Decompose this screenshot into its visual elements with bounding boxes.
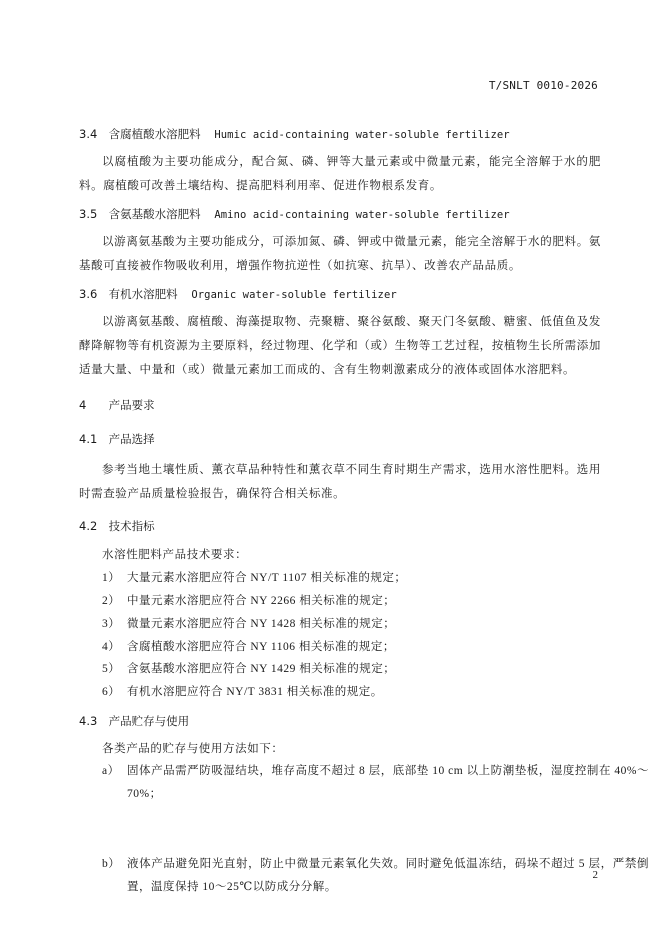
list-marker: b） — [102, 858, 121, 870]
section-heading-4-1 — [79, 431, 601, 447]
section-number: 3.6 — [79, 287, 98, 301]
section-title-en: Amino acid-containing water-soluble fertilizer — [214, 209, 510, 221]
section-number: 3.4 — [79, 127, 98, 141]
storage-item-a — [79, 760, 649, 806]
storage-item-b — [79, 853, 649, 899]
list-marker: 2） — [102, 595, 121, 607]
list-item — [79, 593, 624, 609]
section-heading-3-6 — [79, 286, 601, 303]
section-title: 产品要求 — [108, 398, 155, 412]
list-item — [79, 661, 624, 677]
section-title: 产品贮存与使用 — [108, 714, 190, 728]
section-heading-3-4 — [79, 126, 601, 143]
section-title-en: Organic water-soluble fertilizer — [191, 289, 397, 301]
section-heading-4-2 — [79, 518, 601, 534]
page-number: 2 — [592, 869, 598, 881]
list-item — [79, 570, 624, 586]
list-marker: 3） — [102, 618, 121, 630]
section-heading-4-3 — [79, 713, 601, 729]
section-title: 含氨基酸水溶肥料 — [108, 207, 201, 221]
section-number: 4.3 — [79, 714, 98, 728]
section-title: 产品选择 — [108, 432, 155, 446]
list-marker: 6） — [102, 686, 121, 698]
list-marker: 1） — [102, 572, 121, 584]
section-title: 有机水溶肥料 — [108, 287, 178, 301]
list-marker: 5） — [102, 663, 121, 675]
list-text: 大量元素水溶肥应符合 NY/T 1107 相关标准的规定； — [127, 572, 407, 584]
section-body-4-1: 参考当地土壤性质、薰衣草品种特性和薰衣草不同生育时期生产需求，选用水溶性肥料。选用时需查验产品质量检验报告，确保符合相关标准。 — [79, 464, 601, 500]
section-title: 含腐植酸水溶肥料 — [108, 127, 201, 141]
section-number: 4.1 — [79, 432, 98, 446]
list-text: 微量元素水溶肥应符合 NY 1428 相关标准的规定； — [127, 618, 396, 630]
list-text: 含氨基酸水溶肥应符合 NY 1429 相关标准的规定； — [127, 663, 396, 675]
tech-intro: 水溶性肥料产品技术要求： — [102, 549, 248, 561]
section-number: 3.5 — [79, 207, 98, 221]
list-text: 有机水溶肥应符合 NY/T 3831 相关标准的规定。 — [127, 686, 383, 698]
list-text: 含腐植酸水溶肥应符合 NY 1106 相关标准的规定； — [127, 641, 395, 653]
section-number: 4.2 — [79, 519, 98, 533]
section-heading-4 — [79, 397, 601, 413]
list-text: 液体产品避免阳光直射，防止中微量元素氧化失效。同时避免低温冻结，码垛不超过 5 层，严禁倒置，温度保持 10～25℃以防成分分解。 — [127, 858, 649, 893]
list-marker: 4） — [102, 641, 121, 653]
section-title: 技术指标 — [108, 519, 155, 533]
section-number: 4 — [79, 398, 87, 412]
list-item — [79, 639, 624, 655]
section-body-3-4: 以腐植酸为主要功能成分，配合氮、磷、钾等大量元素或中微量元素，能完全溶解于水的肥料。腐植酸可改善土壤结构、提高肥料利用率、促进作物根系发育。 — [79, 156, 601, 192]
document-code: T/SNLT 0010-2026 — [488, 79, 598, 92]
list-item — [79, 684, 624, 700]
list-text: 中量元素水溶肥应符合 NY 2266 相关标准的规定； — [127, 595, 396, 607]
list-text: 固体产品需严防吸湿结块，堆存高度不超过 8 层，底部垫 10 cm 以上防潮垫板，湿度控制在 40%～70%； — [127, 765, 649, 800]
section-title-en: Humic acid-containing water-soluble fertilizer — [214, 129, 510, 141]
section-heading-3-5 — [79, 206, 601, 223]
section-body-3-6: 以游离氨基酸、腐植酸、海藻提取物、壳聚糖、聚谷氨酸、聚天门冬氨酸、糖蜜、低值鱼及发酵降解物等有机资源为主要原料，经过物理、化学和（或）生物等工艺过程，按植物生长所需添加适量大量、中量和（或）微量元素加工而成的、含有生物刺激素成分的液体或固体水溶肥料。 — [79, 316, 601, 376]
storage-intro: 各类产品的贮存与使用方法如下： — [102, 743, 284, 755]
section-body-3-5: 以游离氨基酸为主要功能成分，可添加氮、磷、钾或中微量元素，能完全溶解于水的肥料。氨基酸可直接被作物吸收利用，增强作物抗逆性（如抗寒、抗旱）、改善农产品品质。 — [79, 236, 601, 272]
list-item — [79, 616, 624, 632]
list-marker: a） — [102, 765, 120, 777]
